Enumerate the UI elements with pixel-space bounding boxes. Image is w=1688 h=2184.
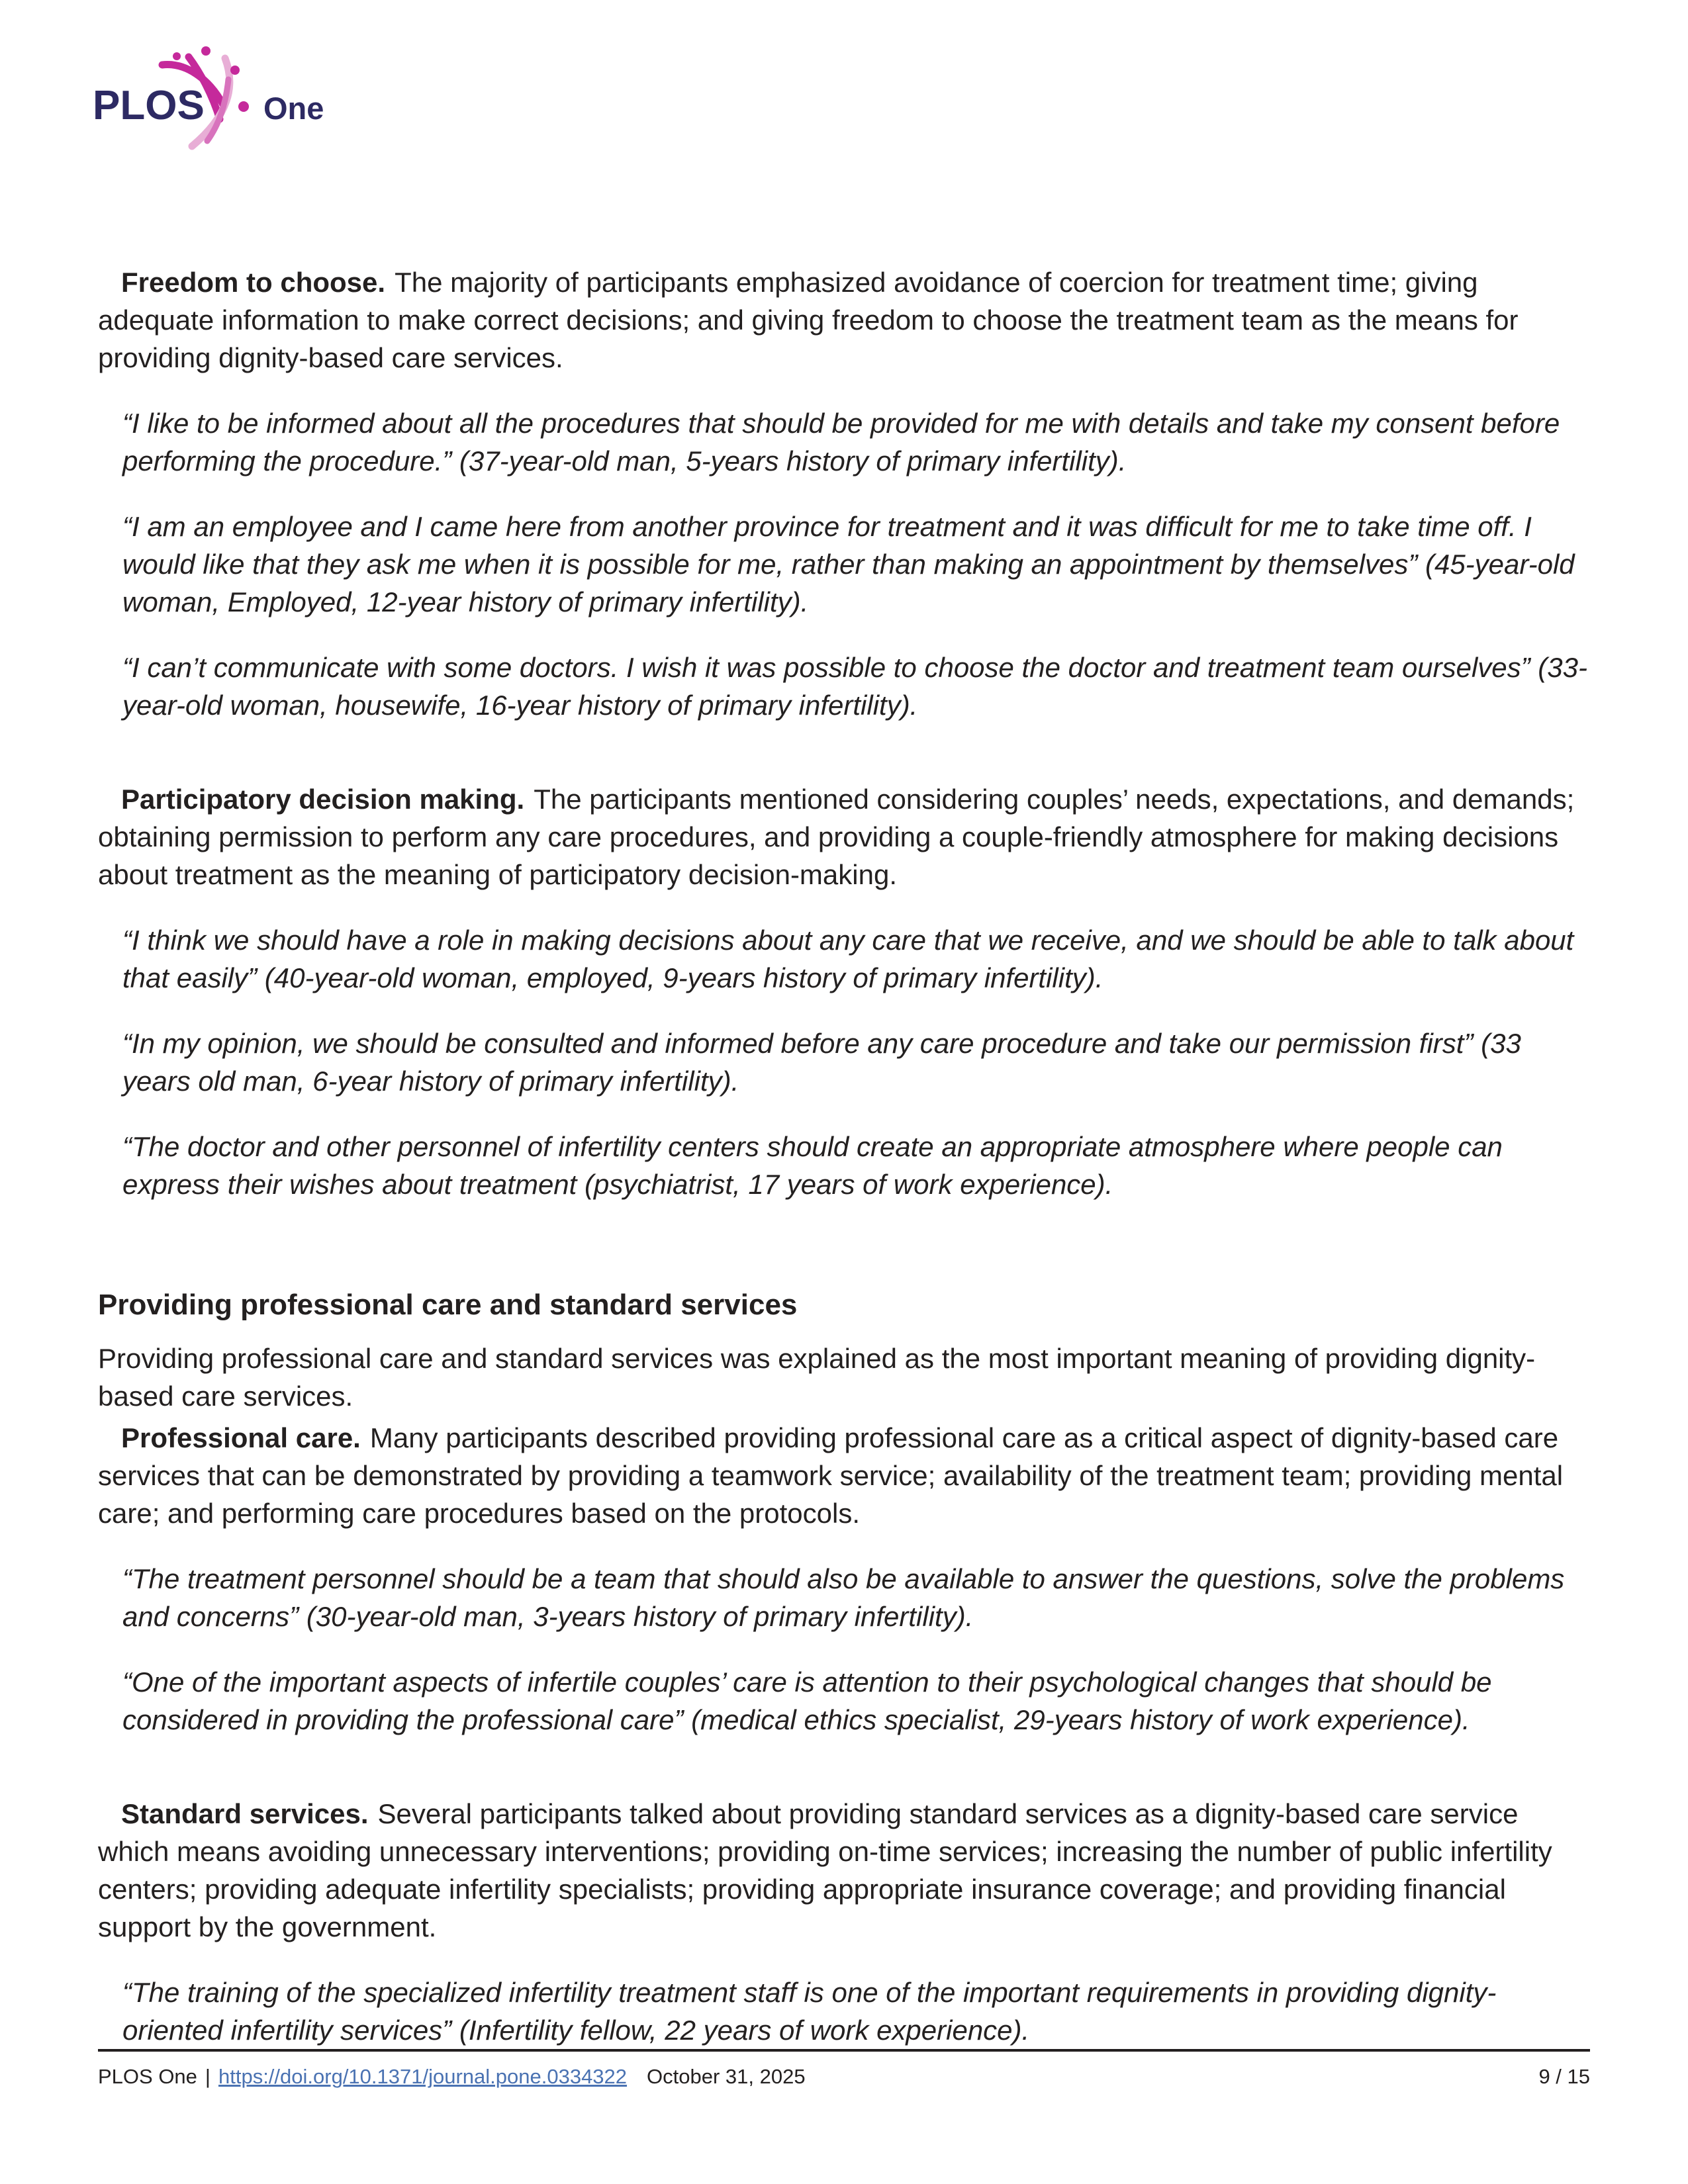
paragraph-text: The participants mentioned considering couples’ needs, expectations, and demands; obtaining permission to perform any care procedures, and providing a couple-friendly atmosphere for making decisions about treatment as the meaning of participatory decision-making.: [98, 784, 1575, 890]
page-number: 9 / 15: [1538, 2065, 1590, 2088]
body-paragraph: [98, 263, 1590, 377]
page-footer: [98, 2064, 1590, 2090]
body-paragraph: [98, 1419, 1590, 1532]
paragraph-lead: Standard services.: [121, 1798, 369, 1829]
paragraph-text: Many participants described providing professional care as a critical aspect of dignity-based care services that can be demonstrated by providing a teamwork service; availability of the treatment team; providing mental care; and performing care procedures based on the protocols.: [98, 1422, 1564, 1529]
paragraph-text: Several participants talked about providing standard services as a dignity-based care service which means avoiding unnecessary interventions; providing on-time services; increasing the number of public infertility centers; providing adequate infertility specialists; providing appropriate insurance coverage; and providing financial support by the government.: [98, 1798, 1552, 1942]
logo-one-text: One: [263, 91, 324, 126]
paragraph-lead: Freedom to choose.: [121, 267, 386, 298]
footer-separator: |: [205, 2065, 211, 2088]
body-paragraph: [98, 780, 1590, 893]
body-paragraph: [98, 1795, 1590, 1946]
participant-quote: “In my opinion, we should be consulted and informed before any care procedure and take our permission first” (33 years old man, 6-year history of primary infertility).: [122, 1028, 1521, 1097]
section-heading: Providing professional care and standard services: [98, 1289, 798, 1321]
paragraph-lead: Participatory decision making.: [121, 784, 525, 815]
plos-one-logo: [93, 38, 344, 158]
footer-date: October 31, 2025: [647, 2065, 806, 2088]
doi-link[interactable]: https://doi.org/10.1371/journal.pone.0334322: [218, 2065, 628, 2088]
participant-quote: “I can’t communicate with some doctors. I wish it was possible to choose the doctor and treatment team ourselves” (33-year-old woman, housewife, 16-year history of primary infertility).: [122, 652, 1587, 721]
participant-quote: “The doctor and other personnel of infertility centers should create an appropriate atmosphere where people can express their wishes about treatment (psychiatrist, 17 years of work experience).: [122, 1131, 1503, 1200]
paragraph-text: Providing professional care and standard services was explained as the most important meaning of providing dignity-based care services.: [98, 1343, 1536, 1412]
participant-quote: “I like to be informed about all the procedures that should be provided for me with details and take my consent before performing the procedure.” (37-year-old man, 5-years history of primary infertility).: [122, 408, 1560, 477]
participant-quote: “I think we should have a role in making decisions about any care that we receive, and we should be able to talk about that easily” (40-year-old woman, employed, 9-years history of primary infertility).: [122, 925, 1574, 993]
participant-quote: “One of the important aspects of infertile couples’ care is attention to their psychological changes that should be considered in providing the professional care” (medical ethics specialist, 29-years history of work experience).: [122, 1666, 1492, 1735]
footer-journal-name: PLOS One: [98, 2065, 197, 2088]
body-paragraph: [98, 1340, 1590, 1415]
participant-quote: “I am an employee and I came here from another province for treatment and it was difficult for me to take time off. I would like that they ask me when it is possible for me, rather than making an appointment by themselves” (45-year-old woman, Employed, 12-year history of primary infertility).: [122, 511, 1575, 617]
logo-plos-text: PLOS: [93, 83, 205, 128]
participant-quote: “The treatment personnel should be a team that should also be available to answer the questions, solve the problems and concerns” (30-year-old man, 3-years history of primary infertility).: [122, 1563, 1565, 1632]
paragraph-text: The majority of participants emphasized avoidance of coercion for treatment time; giving adequate information to make correct decisions; and giving freedom to choose the treatment team as the means for providing dignity-based care services.: [98, 267, 1519, 373]
article-body: [98, 263, 1590, 2077]
participant-quote: “The training of the specialized infertility treatment staff is one of the important requirements in providing dignity-oriented infertility services” (Infertility fellow, 22 years of work experience).: [122, 1977, 1497, 2046]
footer-divider: [98, 2049, 1590, 2052]
paragraph-lead: Professional care.: [121, 1422, 361, 1453]
